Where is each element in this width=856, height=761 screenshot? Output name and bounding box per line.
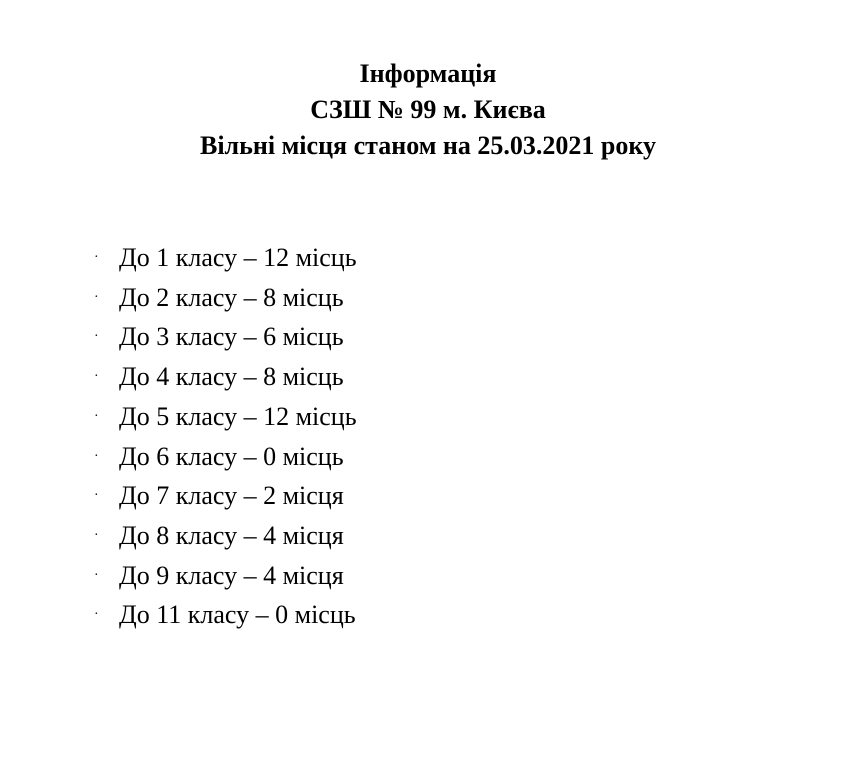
bullet-icon: ·: [94, 329, 99, 345]
list-item-text: До 1 класу – 12 місць: [119, 243, 357, 272]
list-item: [88, 317, 357, 357]
list-item-text: До 4 класу – 8 місць: [119, 362, 344, 392]
list-item-text: До 2 класу – 8 місць: [119, 282, 344, 312]
bullet-icon: ·: [94, 289, 99, 305]
list-item-text: До 8 класу – 4 місця: [119, 520, 344, 550]
bullet-icon: ·: [94, 567, 99, 583]
list-item-text: До 6 класу – 0 місць: [119, 441, 344, 471]
list-item-text: До 3 класу – 6 місць: [119, 322, 344, 352]
document-title: Інформація: [359, 59, 497, 88]
bullet-icon: ·: [94, 607, 99, 623]
list-item: [88, 397, 357, 437]
list-item: [88, 278, 357, 318]
list-item: [88, 556, 357, 596]
list-item: [88, 516, 357, 556]
bullet-icon: ·: [94, 408, 99, 424]
bullet-icon: ·: [94, 527, 99, 543]
list-item-text: До 5 класу – 12 місць: [119, 401, 357, 431]
bullet-icon: ·: [94, 448, 99, 464]
list-item-text: До 9 класу – 4 місця: [119, 560, 344, 590]
bullet-icon: ·: [94, 250, 99, 265]
bullet-icon: ·: [94, 369, 99, 385]
list-item: [88, 595, 357, 635]
school-name: СЗШ № 99 м. Києва: [310, 95, 546, 124]
list-item: [88, 476, 357, 516]
list-item: [88, 437, 357, 477]
list-item-text: До 7 класу – 2 місця: [119, 481, 344, 511]
list-item-text: До 11 класу – 0 місць: [119, 600, 356, 630]
vacancies-date-heading: Вільні місця станом на 25.03.2021 року: [199, 131, 656, 160]
list-item: [88, 357, 357, 397]
bullet-icon: ·: [94, 488, 99, 504]
vacancies-list: [88, 238, 357, 635]
list-item: [88, 238, 357, 278]
document-header: [0, 56, 856, 164]
